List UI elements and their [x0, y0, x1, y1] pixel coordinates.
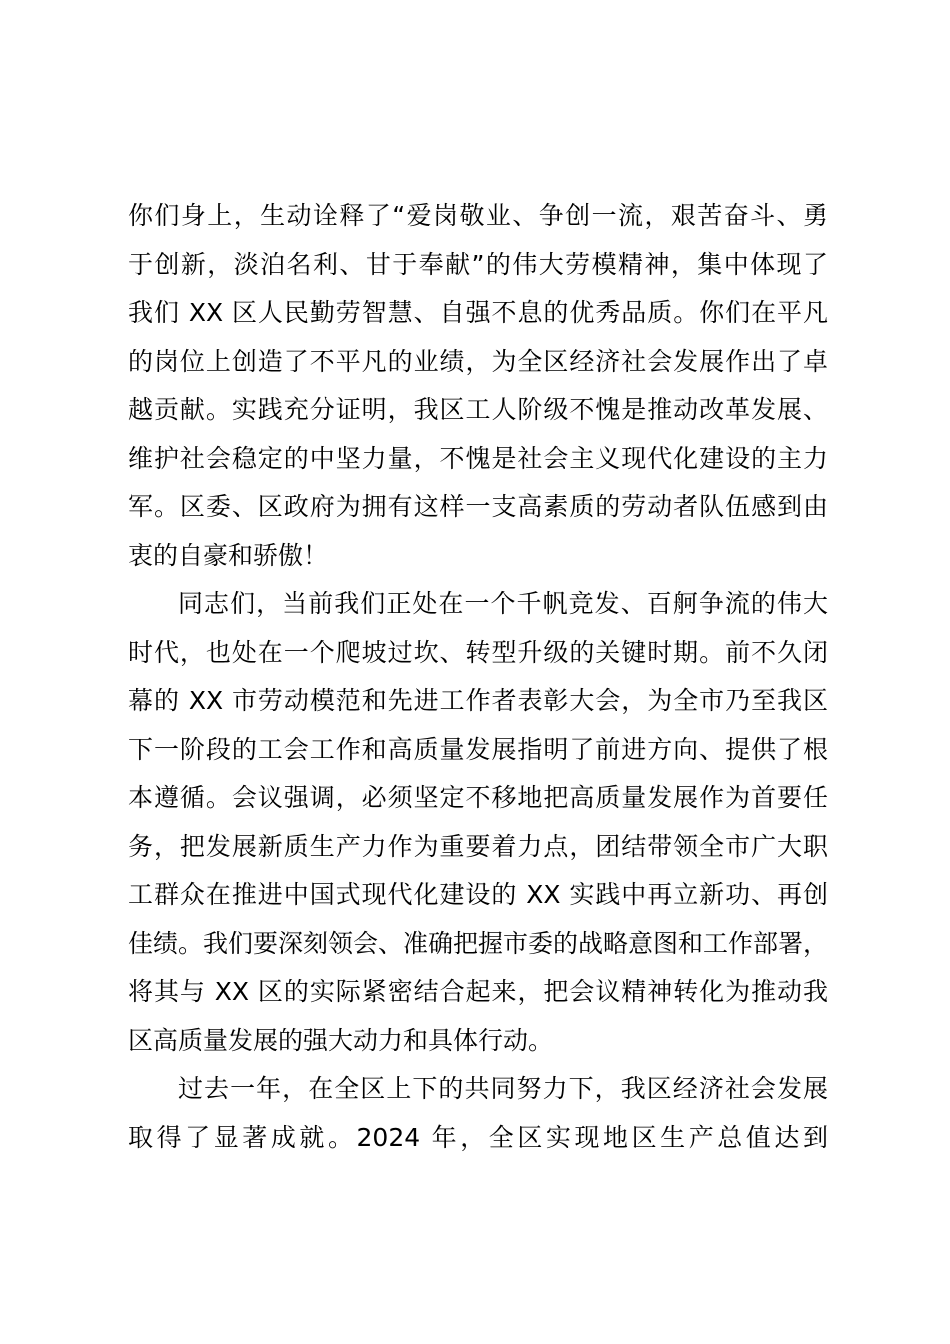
text-line: 过去一年，在全区上下的共同努力下，我区经济社会发展	[178, 1074, 828, 1103]
text-line: 本遵循。会议强调，必须坚定不移地把高质量发展作为首要任	[128, 783, 828, 812]
text-line: 幕的 XX 市劳动模范和先进工作者表彰大会，为全市乃至我区	[128, 686, 828, 715]
text-line: 区高质量发展的强大动力和具体行动。	[128, 1025, 554, 1055]
text-line: 务，把发展新质生产力作为重要着力点，团结带领全市广大职	[128, 831, 828, 861]
paragraph-3	[128, 1065, 828, 1162]
paragraph-1	[128, 192, 828, 580]
text-line: 越贡献。实践充分证明，我区工人阶级不愧是推动改革发展、	[128, 395, 828, 424]
text-line: 于创新，淡泊名利、甘于奉献”的伟大劳模精神，集中体现了	[128, 249, 828, 279]
text-line: 将其与 XX 区的实际紧密结合起来，把会议精神转化为推动我	[128, 977, 828, 1006]
text-line: 我们 XX 区人民勤劳智慧、自强不息的优秀品质。你们在平凡	[128, 298, 828, 327]
text-line: 下一阶段的工会工作和高质量发展指明了前进方向、提供了根	[128, 734, 828, 764]
text-line: 你们身上，生动诠释了“爱岗敬业、争创一流，艰苦奋斗、勇	[128, 201, 828, 230]
paragraph-2	[128, 580, 828, 1065]
text-line: 维护社会稳定的中坚力量，不愧是社会主义现代化建设的主力	[128, 443, 828, 473]
text-line: 同志们，当前我们正处在一个千帆竞发、百舸争流的伟大	[178, 589, 828, 618]
text-line: 衷的自豪和骄傲！	[128, 540, 329, 570]
text-line: 时代，也处在一个爬坡过坎、转型升级的关键时期。前不久闭	[128, 637, 828, 667]
text-line: 军。区委、区政府为拥有这样一支高素质的劳动者队伍感到由	[128, 492, 828, 521]
text-line: 工群众在推进中国式现代化建设的 XX 实践中再立新功、再创	[128, 880, 828, 909]
document-body	[128, 192, 828, 1162]
text-line: 佳绩。我们要深刻领会、准确把握市委的战略意图和工作部署，	[128, 928, 829, 958]
text-line: 的岗位上创造了不平凡的业绩，为全区经济社会发展作出了卓	[128, 346, 828, 376]
text-line: 取得了显著成就。2024 年，全区实现地区生产总值达到	[128, 1122, 828, 1152]
